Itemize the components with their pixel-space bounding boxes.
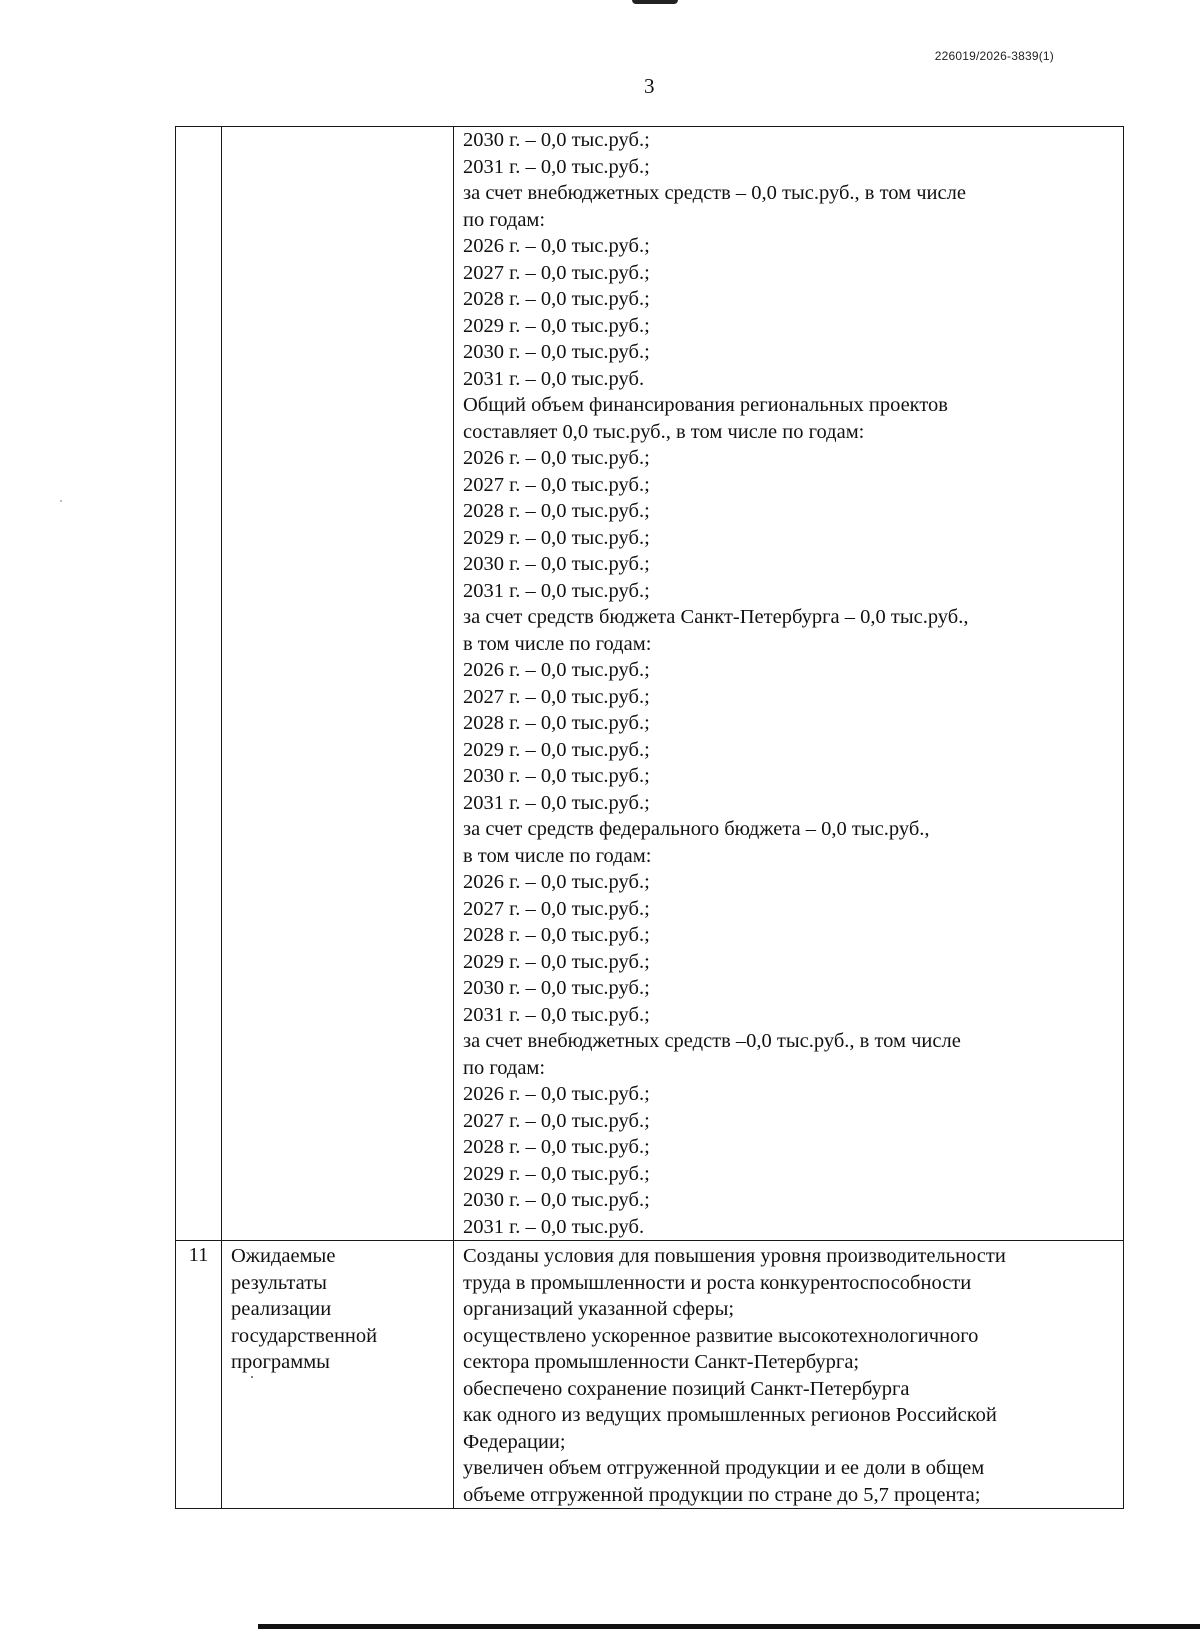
scan-speck bbox=[251, 1376, 253, 1378]
expected-result-line: труда в промышленности и роста конкурентоспособности bbox=[463, 1271, 972, 1294]
financing-line: 2031 г. – 0,0 тыс.руб. bbox=[463, 367, 645, 390]
expected-result-line: как одного из ведущих промышленных регионов Российской bbox=[463, 1404, 997, 1426]
financing-line: 2028 г. – 0,0 тыс.руб.; bbox=[463, 924, 650, 946]
expected-result-line: Созданы условия для повышения уровня производительности bbox=[463, 1245, 1006, 1267]
row-label-line: программы bbox=[231, 1351, 330, 1373]
financing-line: 2026 г. – 0,0 тыс.руб.; bbox=[463, 659, 650, 681]
table-row-11 bbox=[176, 1241, 1124, 1509]
financing-line: 2027 г. – 0,0 тыс.руб.; bbox=[463, 473, 650, 496]
financing-line: 2027 г. – 0,0 тыс.руб.; bbox=[463, 1109, 650, 1132]
row-label-line: результаты bbox=[231, 1271, 327, 1294]
financing-line: 2026 г. – 0,0 тыс.руб.; bbox=[463, 1083, 650, 1105]
expected-result-line: Федерации; bbox=[463, 1430, 566, 1453]
table-row-continued bbox=[176, 127, 1124, 1241]
expected-results-lines bbox=[454, 1241, 1123, 1508]
scan-top-mark bbox=[632, 0, 678, 4]
row-label-line: Ожидаемые bbox=[231, 1245, 336, 1267]
row-label bbox=[222, 1241, 453, 1376]
financing-line: в том числе по годам: bbox=[463, 632, 652, 655]
financing-line: 2031 г. – 0,0 тыс.руб.; bbox=[463, 1003, 650, 1026]
financing-line: 2027 г. – 0,0 тыс.руб.; bbox=[463, 261, 650, 284]
financing-line: 2031 г. – 0,0 тыс.руб.; bbox=[463, 791, 650, 814]
financing-line: 2029 г. – 0,0 тыс.руб.; bbox=[463, 314, 650, 337]
financing-line: за счет внебюджетных средств – 0,0 тыс.руб., в том числе bbox=[463, 182, 966, 204]
row-number-cell bbox=[176, 1241, 222, 1509]
financing-lines bbox=[454, 127, 1123, 1240]
expected-results-cell bbox=[454, 1241, 1124, 1509]
expected-result-line: объеме отгруженной продукции по стране до 5,7 процента; bbox=[463, 1483, 981, 1506]
financing-line: 2026 г. – 0,0 тыс.руб.; bbox=[463, 871, 650, 893]
financing-line: за счет средств федерального бюджета – 0,0 тыс.руб., bbox=[463, 818, 930, 840]
financing-line: 2031 г. – 0,0 тыс.руб.; bbox=[463, 155, 650, 178]
financing-line: за счет средств бюджета Санкт-Петербурга – 0,0 тыс.руб., bbox=[463, 606, 969, 628]
financing-line: в том числе по годам: bbox=[463, 844, 652, 867]
financing-line: 2026 г. – 0,0 тыс.руб.; bbox=[463, 447, 650, 469]
financing-line: 2028 г. – 0,0 тыс.руб.; bbox=[463, 712, 650, 734]
financing-line: 2030 г. – 0,0 тыс.руб.; bbox=[463, 553, 650, 575]
financing-line: 2029 г. – 0,0 тыс.руб.; bbox=[463, 738, 650, 761]
financing-line: по годам: bbox=[463, 1056, 546, 1079]
expected-result-line: организаций указанной сферы; bbox=[463, 1298, 735, 1320]
row-number-cell-empty bbox=[176, 127, 222, 1241]
expected-result-line: сектора промышленности Санкт-Петербурга; bbox=[463, 1351, 860, 1373]
financing-line: 2029 г. – 0,0 тыс.руб.; bbox=[463, 1162, 650, 1185]
row-label-line: государственной bbox=[231, 1324, 378, 1347]
row-label-cell bbox=[222, 1241, 454, 1509]
document-registration-number: 226019/2026-3839(1) bbox=[934, 49, 1054, 63]
expected-result-line: осуществлено ускоренное развитие высокотехнологичного bbox=[463, 1324, 979, 1347]
financing-line: 2030 г. – 0,0 тыс.руб.; bbox=[463, 1189, 650, 1211]
expected-result-line: обеспечено сохранение позиций Санкт-Петербурга bbox=[463, 1377, 910, 1400]
financing-line: за счет внебюджетных средств –0,0 тыс.руб., в том числе bbox=[463, 1030, 961, 1052]
row-number: 11 bbox=[188, 1244, 209, 1266]
financing-line: 2030 г. – 0,0 тыс.руб.; bbox=[463, 129, 650, 151]
financing-line: 2029 г. – 0,0 тыс.руб.; bbox=[463, 950, 650, 973]
program-passport-table bbox=[175, 126, 1124, 1509]
page-number: 3 bbox=[644, 74, 655, 98]
row-label-cell-empty bbox=[222, 127, 454, 1241]
financing-line: 2031 г. – 0,0 тыс.руб.; bbox=[463, 579, 650, 602]
financing-line: составляет 0,0 тыс.руб., в том числе по годам: bbox=[463, 420, 865, 443]
expected-result-line: увеличен объем отгруженной продукции и ее доли в общем bbox=[463, 1457, 985, 1479]
financing-line: 2027 г. – 0,0 тыс.руб.; bbox=[463, 685, 650, 708]
financing-line: 2030 г. – 0,0 тыс.руб.; bbox=[463, 341, 650, 363]
financing-line: 2028 г. – 0,0 тыс.руб.; bbox=[463, 288, 650, 310]
financing-line: 2028 г. – 0,0 тыс.руб.; bbox=[463, 1136, 650, 1158]
financing-line: 2030 г. – 0,0 тыс.руб.; bbox=[463, 765, 650, 787]
financing-details-cell bbox=[454, 127, 1124, 1241]
scan-bottom-edge bbox=[258, 1624, 1200, 1629]
financing-line: 2031 г. – 0,0 тыс.руб. bbox=[463, 1215, 645, 1238]
financing-line: 2030 г. – 0,0 тыс.руб.; bbox=[463, 977, 650, 999]
row-label-line: реализации bbox=[231, 1298, 332, 1320]
financing-line: 2026 г. – 0,0 тыс.руб.; bbox=[463, 235, 650, 257]
financing-line: 2028 г. – 0,0 тыс.руб.; bbox=[463, 500, 650, 522]
financing-line: по годам: bbox=[463, 208, 546, 231]
financing-line: 2027 г. – 0,0 тыс.руб.; bbox=[463, 897, 650, 920]
scan-speck bbox=[60, 500, 62, 502]
financing-line: Общий объем финансирования региональных проектов bbox=[463, 394, 948, 416]
financing-line: 2029 г. – 0,0 тыс.руб.; bbox=[463, 526, 650, 549]
